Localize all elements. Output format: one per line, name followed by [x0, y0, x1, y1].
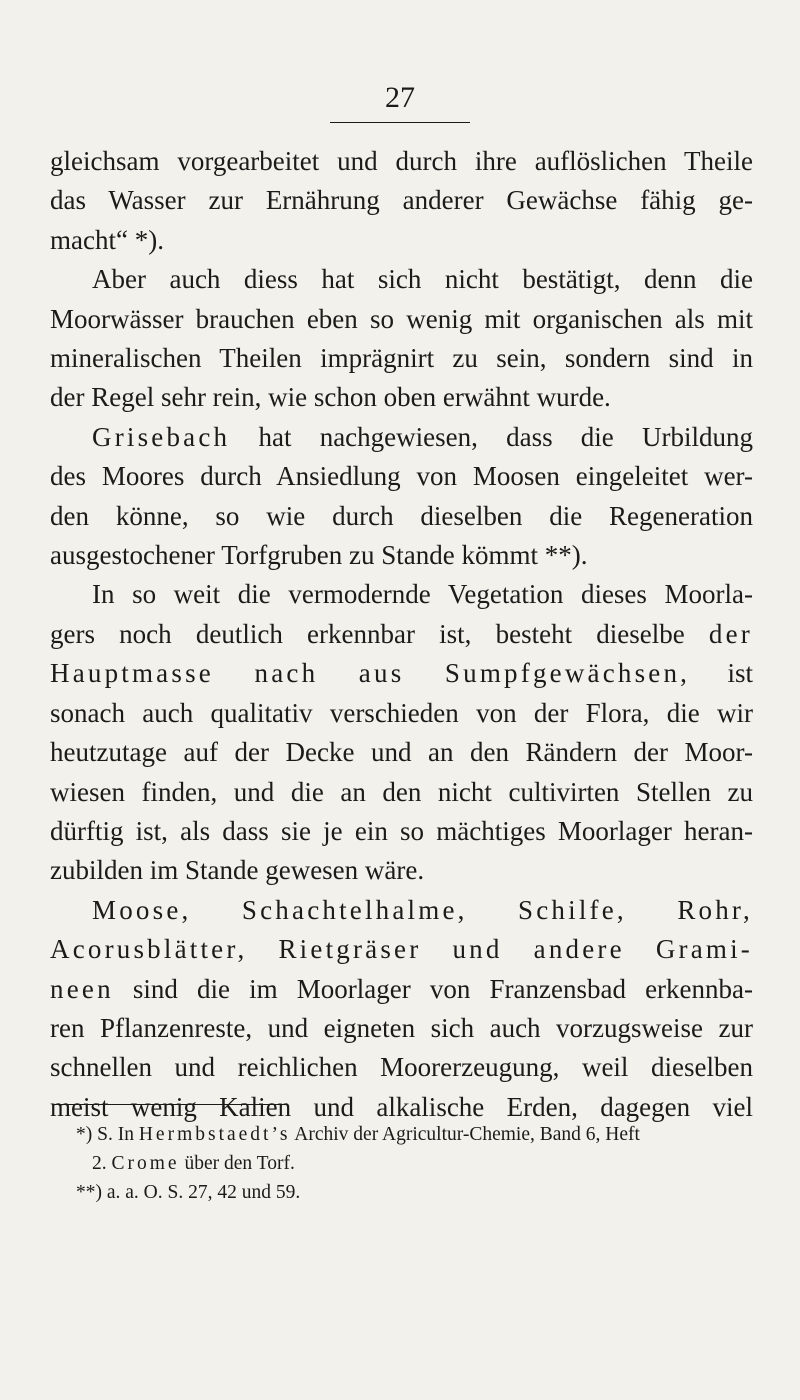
text-line: [50, 418, 753, 457]
emphasis-spaced: der: [708, 618, 753, 649]
text-line: mineralischen Theilen imprägnirt zu sein, sondern sind in: [50, 343, 753, 374]
emphasis-spaced: Moose, Schachtelhalme, Schilfe, Rohr,: [92, 894, 753, 925]
author-name-spaced: Grisebach: [92, 421, 231, 452]
text-segment: ist: [690, 658, 753, 689]
text-line: Aber auch diess hat sich nicht bestätigt, denn die: [92, 264, 753, 295]
text-line: zubilden im Stande gewesen wäre.: [50, 855, 425, 886]
text-line: meist wenig Kalien und alkalische Erden, dagegen viel: [50, 1091, 753, 1122]
footnote-text: Archiv der Agricultur-Chemie, Band 6, Heft: [290, 1124, 640, 1145]
footnotes: [50, 1120, 753, 1207]
text-line: [50, 615, 753, 654]
emphasis-spaced: Acorusblätter, Rietgräser und andere Grami-: [50, 934, 753, 965]
emphasis-spaced: Hauptmasse nach aus Sumpfgewächsen,: [50, 658, 691, 689]
text-line: Moorwässer brauchen eben so wenig mit organischen als mit: [50, 303, 753, 334]
body-text: [50, 142, 753, 1127]
footnote-2: **) a. a. O. S. 27, 42 und 59.: [76, 1182, 301, 1203]
text-line: den könne, so wie durch dieselben die Regeneration: [50, 500, 753, 531]
emphasis-spaced: neen: [50, 973, 114, 1004]
footnote-rule: [52, 1104, 288, 1105]
text-line: macht“ *).: [50, 224, 164, 255]
footnote-text: über den Torf.: [179, 1153, 295, 1174]
text-line: [50, 654, 753, 693]
text-segment: hat nachgewiesen, dass die Urbildung: [230, 421, 753, 452]
text-line: gleichsam vorgearbeitet und durch ihre auflöslichen Theile: [50, 146, 753, 176]
text-line: dürftig ist, als dass sie je ein so mächtiges Moorlager heran-: [50, 815, 753, 846]
footnote-author-spaced: Hermbstaedt’s: [138, 1124, 291, 1145]
footnote-text: 2.: [92, 1153, 112, 1174]
text-line: heutzutage auf der Decke und an den Rändern der Moor-: [50, 737, 753, 768]
text-line: In so weit die vermodernde Vegetation dieses Moorla-: [92, 579, 753, 610]
footnote-1: [50, 1120, 753, 1149]
text-line: der Regel sehr rein, wie schon oben erwähnt wurde.: [50, 382, 611, 413]
text-line: wiesen finden, und die an den nicht cultivirten Stellen zu: [50, 776, 753, 807]
text-line: des Moores durch Ansiedlung von Moosen eingeleitet wer-: [50, 461, 753, 492]
footnote-text: *) S. In: [76, 1124, 139, 1145]
footnote-author-spaced: Crome: [111, 1153, 180, 1174]
text-line: schnellen und reichlichen Moorerzeugung, weil dieselben: [50, 1052, 753, 1083]
page-number: 27: [385, 81, 415, 114]
text-line: das Wasser zur Ernährung anderer Gewächse fähig ge-: [50, 185, 753, 216]
text-segment: sind die im Moorlager von Franzensbad erkennba-: [113, 973, 753, 1004]
text-segment: gers noch deutlich erkennbar ist, besteht dieselbe: [50, 618, 709, 649]
text-line: [50, 930, 753, 969]
text-line: ren Pflanzenreste, und eigneten sich auch vorzugsweise zur: [50, 1012, 753, 1043]
text-line: ausgestochener Torfgruben zu Stande kömmt **).: [50, 540, 588, 571]
text-line: [50, 891, 753, 930]
footnote-1-continuation: [50, 1149, 753, 1178]
text-line: sonach auch qualitativ verschieden von der Flora, die wir: [50, 697, 753, 728]
page-number-rule: [330, 122, 470, 123]
text-line: [50, 970, 753, 1009]
